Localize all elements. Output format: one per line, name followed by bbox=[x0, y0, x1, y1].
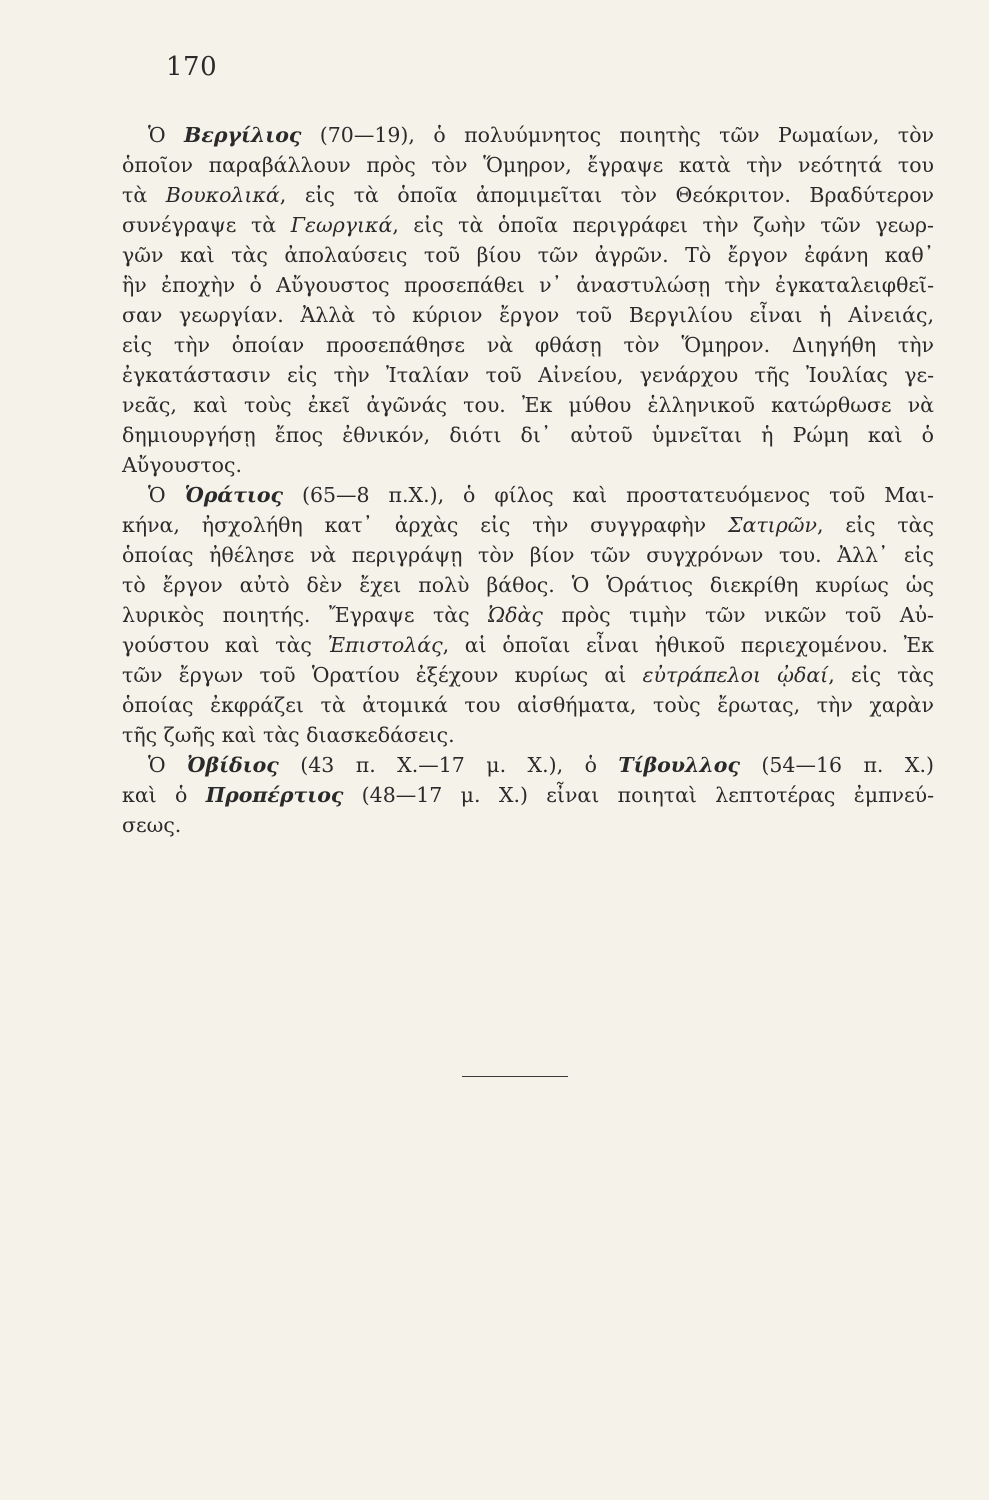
work-title: Ὠδὰς bbox=[488, 603, 543, 627]
text-line: γῶν καὶ τὰς ἀπολαύσεις τοῦ βίου τῶν ἀγρῶν. Τὸ ἔργον ἐφάνη καθ᾽ bbox=[122, 243, 934, 267]
text-line bbox=[122, 750, 934, 780]
name-tibullus: Τίβουλλος bbox=[618, 753, 740, 777]
text-line: ὁποίας ἐκφράζει τὰ ἀτομικά του αἰσθήματα, τοὺς ἔρωτας, τὴν χαρὰν bbox=[122, 693, 934, 717]
work-title: Γεωργικά bbox=[290, 213, 393, 237]
section-divider bbox=[462, 1076, 568, 1077]
text-line: ἐγκατάστασιν εἰς τὴν Ἰταλίαν τοῦ Αἰνείου, γενάρχου τῆς Ἰουλίας γε- bbox=[122, 363, 934, 387]
text-span: (65—8 π.Χ.), ὁ φίλος καὶ προστατευόμενος τοῦ Μαι- bbox=[283, 483, 934, 507]
text-line: δημιουργήσῃ ἔπος ἐθνικόν, διότι δι᾽ αὐτοῦ ὑμνεῖται ἡ Ρώμη καὶ ὁ bbox=[122, 423, 934, 447]
text-span: (70—19), ὁ πολυύμνητος ποιητὴς τῶν Ρωμαίων, τὸν bbox=[301, 123, 934, 147]
text-line: Αὔγουστος. bbox=[122, 453, 242, 477]
text-line bbox=[122, 210, 934, 240]
text-span: (54—16 π. Χ.) bbox=[739, 753, 934, 777]
page-number: 170 bbox=[166, 52, 218, 82]
text-line bbox=[122, 120, 934, 150]
text-span: Ὁ bbox=[148, 483, 185, 507]
work-title: Βουκολικά bbox=[165, 183, 280, 207]
text-line: σαν γεωργίαν. Ἀλλὰ τὸ κύριον ἔργον τοῦ Βεργιλίου εἶναι ἡ Αἰνειάς, bbox=[122, 303, 934, 327]
paragraph-vergil bbox=[122, 120, 934, 480]
text-line: νεᾶς, καὶ τοὺς ἐκεῖ ἀγῶνάς του. Ἐκ μύθου ἑλληνικοῦ κατώρθωσε νὰ bbox=[122, 393, 934, 417]
text-span: (48—17 μ. Χ.) εἶναι ποιηταὶ λεπτοτέρας ἐμπνεύ- bbox=[343, 783, 935, 807]
paragraph-ovid bbox=[122, 750, 934, 840]
text-span: τὰ bbox=[122, 183, 166, 207]
text-line bbox=[122, 180, 934, 210]
text-span: , εἰς τὰ ὁποῖα ἀπομιμεῖται τὸν Θεόκριτον. Βραδύτερον bbox=[279, 183, 935, 207]
text-span: κήνα, ἠσχολήθη κατ᾽ ἀρχὰς εἰς τὴν συγγραφὴν bbox=[122, 513, 728, 537]
text-span: , εἰς τὰ ὁποῖα περιγράφει τὴν ζωὴν τῶν γεωρ- bbox=[392, 213, 934, 237]
text-line: ἣν ἐποχὴν ὁ Αὔγουστος προσεπάθει ν᾽ ἀναστυλώσῃ τὴν ἐγκαταλειφθεῖ- bbox=[122, 273, 934, 297]
text-span: καὶ ὁ bbox=[122, 783, 206, 807]
text-line bbox=[122, 660, 934, 690]
name-ovid: Ὀβίδιος bbox=[187, 753, 279, 777]
paragraph-horace bbox=[122, 480, 934, 750]
name-vergil: Βεργίλιος bbox=[184, 123, 302, 147]
text-line bbox=[122, 480, 934, 510]
text-span: , εἰς τὰς bbox=[828, 663, 934, 687]
work-title: Ἐπιστολάς bbox=[327, 633, 443, 657]
work-title: Σατιρῶν bbox=[727, 513, 817, 537]
text-span: (43 π. Χ.—17 μ. Χ.), ὁ bbox=[278, 753, 619, 777]
text-span: Ὁ bbox=[148, 753, 188, 777]
text-span: γούστου καὶ τὰς bbox=[122, 633, 328, 657]
text-line: ὁποίας ἠθέλησε νὰ περιγράψῃ τὸν βίον τῶν συγχρόνων του. Ἀλλ᾽ εἰς bbox=[122, 543, 934, 567]
text-line: σεως. bbox=[122, 813, 182, 837]
text-line bbox=[122, 600, 934, 630]
text-line bbox=[122, 780, 934, 810]
text-span: Ὁ bbox=[148, 123, 185, 147]
text-span: , αἱ ὁποῖαι εἶναι ἠθικοῦ περιεχομένου. Ἐκ bbox=[442, 633, 934, 657]
name-horace: Ὁράτιος bbox=[184, 483, 283, 507]
text-span: λυρικὸς ποιητής. Ἔγραψε τὰς bbox=[122, 603, 489, 627]
text-line bbox=[122, 630, 934, 660]
text-span: τῶν ἔργων τοῦ Ὁρατίου ἐξέχουν κυρίως αἱ bbox=[122, 663, 643, 687]
text-line: εἰς τὴν ὁποίαν προσεπάθησε νὰ φθάσῃ τὸν Ὅμηρον. Διηγήθη τὴν bbox=[122, 333, 934, 357]
text-line: τὸ ἔργον αὐτὸ δὲν ἔχει πολὺ βάθος. Ὁ Ὁράτιος διεκρίθη κυρίως ὡς bbox=[122, 573, 934, 597]
name-propertius: Προπέρτιος bbox=[205, 783, 344, 807]
text-line: τῆς ζωῆς καὶ τὰς διασκεδάσεις. bbox=[122, 723, 455, 747]
text-span: συνέγραψε τὰ bbox=[122, 213, 291, 237]
text-line bbox=[122, 510, 934, 540]
text-line: ὁποῖον παραβάλλουν πρὸς τὸν Ὅμηρον, ἔγραψε κατὰ τὴν νεότητά του bbox=[122, 153, 934, 177]
work-title: εὐτράπελοι ᾠδαί bbox=[642, 663, 829, 687]
text-span: , εἰς τὰς bbox=[816, 513, 934, 537]
body-text bbox=[122, 120, 934, 840]
text-span: πρὸς τιμὴν τῶν νικῶν τοῦ Αὐ- bbox=[542, 603, 934, 627]
